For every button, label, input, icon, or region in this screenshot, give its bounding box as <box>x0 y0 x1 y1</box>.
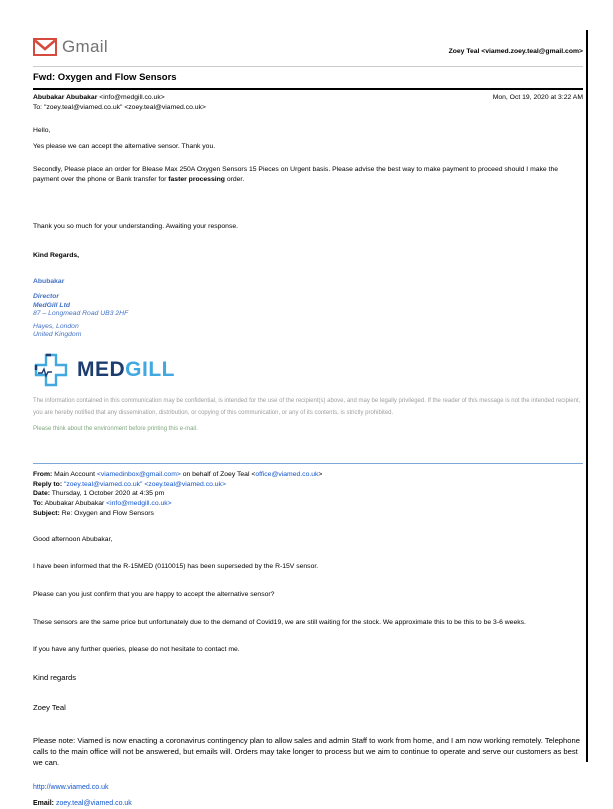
quoted-footer <box>33 672 583 809</box>
quoted-to-line <box>33 499 583 509</box>
sender-info-row <box>33 93 583 113</box>
paragraph-text: order. <box>224 175 245 183</box>
recipient-line: To: "zoey.teal@viamed.co.uk" <zoey.teal@viamed.co.uk> <box>33 104 206 112</box>
quoted-subject-value: Re: Oxygen and Flow Sensors <box>59 510 154 518</box>
signature-location <box>33 323 583 339</box>
gmail-logo <box>33 37 108 57</box>
signature-name: Abubakar <box>33 278 65 286</box>
quoted-divider <box>33 463 583 464</box>
logo-med-text: MED <box>77 357 126 381</box>
quoted-body <box>33 535 583 655</box>
footer-email-link[interactable]: zoey.teal@viamed.co.uk <box>55 799 132 807</box>
quoted-sender-name: Zoey Teal <box>33 702 66 712</box>
paragraph <box>33 165 585 184</box>
covid-notice: Please note: Viamed is now enacting a coronavirus contingency plan to allow sales and admin Staff to work from home, and I am now working remotely. Telephone calls to the main office will not be answered, but emails will. Orders may take longer to process but we aim to continue to operate and serve our customers as best we can. <box>33 735 580 767</box>
quoted-paragraph: I have been informed that the R-15MED (0110015) has been superseded by the R-15V sensor. <box>33 563 319 571</box>
signature-address2: Hayes, London <box>33 322 79 330</box>
paragraph-bold-text: faster processing <box>168 175 225 183</box>
signature-block <box>33 278 583 338</box>
signature-title: Director <box>33 293 60 301</box>
gmail-logo-text: Gmail <box>62 37 108 56</box>
quoted-replyto-line <box>33 480 583 490</box>
signature-role-address <box>33 293 583 317</box>
quoted-to-name: Abubakar Abubakar <box>43 500 107 508</box>
paragraph: Thank you so much for your understanding. Awaiting your response. <box>33 223 239 231</box>
quoted-from-mid: on behalf of Zoey Teal < <box>180 470 256 478</box>
quoted-subject-line <box>33 509 583 519</box>
page-edge-line <box>586 30 588 762</box>
account-email: Zoey Teal <viamed.zoey.teal@gmail.com> <box>448 48 583 55</box>
from-label: From: <box>33 470 53 478</box>
replyto-label: Reply to: <box>33 480 63 488</box>
environment-note: Please think about the environment before printing this e-mail. <box>33 425 198 432</box>
quoted-closing: Kind regards <box>33 672 77 682</box>
divider-thin <box>33 66 583 67</box>
gmail-m-icon <box>33 38 57 56</box>
confidentiality-disclaimer: The information contained in this communication may be confidential, is intended for the use of the recipient(s) above, and may be legally privileged. If the reader of this message is not the intended recipient, you are hereby notified that any dissemination, distribution, or copying of this communication, or any of its contents, is strictly prohibited. <box>33 397 581 417</box>
medgill-logo-text <box>77 358 175 382</box>
quoted-header <box>33 470 583 519</box>
sender-name: Abubakar Abubakar <box>33 94 98 101</box>
subject-label: Subject: <box>33 510 60 518</box>
message-body <box>33 126 583 260</box>
quoted-date-line <box>33 489 583 499</box>
sender-block <box>33 93 206 113</box>
quoted-date-value: Thursday, 1 October 2020 at 4:35 pm <box>50 490 165 498</box>
footer-email-line <box>33 799 583 809</box>
email-date: Mon, Oct 19, 2020 at 3:22 AM <box>492 94 583 101</box>
quoted-paragraph: If you have any further queries, please do not hesitate to contact me. <box>33 646 240 654</box>
quoted-from-line <box>33 470 583 480</box>
quoted-greeting: Good afternoon Abubakar, <box>33 535 113 543</box>
signature-company: MedGill Ltd <box>33 301 71 309</box>
from-email2-link[interactable]: office@viamed.co.uk <box>255 470 319 478</box>
quoted-from-name: Main Account <box>52 470 97 478</box>
signature-address3: United Kingdom <box>33 330 82 338</box>
closing: Kind Regards, <box>33 251 80 259</box>
logo-gill-text: GILL <box>125 357 175 381</box>
sender-address: <info@medgill.co.uk> <box>97 94 165 101</box>
medgill-logo <box>33 352 583 388</box>
signature-address1: 87 – Longmead Road UB3 2HF <box>33 309 129 317</box>
paragraph-text: Secondly, Please place an order for Blease Max 250A Oxygen Sensors 15 Pieces on Urgent basis. Please advise the best way to make payment to proceed should I make the payment over the phone or Bank transfer for <box>33 166 559 183</box>
divider-thick <box>33 88 583 90</box>
quoted-from-end: > <box>318 470 323 478</box>
greeting: Hello, <box>33 127 51 135</box>
from-email-link[interactable]: <viamedinbox@gmail.com> <box>96 470 181 478</box>
quoted-paragraph: Please can you just confirm that you are happy to accept the alternative sensor? <box>33 591 275 598</box>
to-email-link[interactable]: <info@medgill.co.uk> <box>106 500 172 508</box>
paragraph: Yes please we can accept the alternative sensor. Thank you. <box>33 142 216 150</box>
date-label: Date: <box>33 490 50 498</box>
replyto-email2-link[interactable]: <zoey.teal@viamed.co.uk> <box>142 480 226 488</box>
print-header <box>33 37 583 57</box>
quoted-paragraph: These sensors are the same price but unfortunately due to the demand of Covid19, we are still waiting for the stock. We approximate this to be this to be 3-6 weeks. <box>33 618 526 626</box>
email-subject: Fwd: Oxygen and Flow Sensors <box>33 72 177 83</box>
to-label: To: <box>33 500 44 508</box>
email-label: Email: <box>33 799 56 807</box>
website-link[interactable]: http://www.viamed.co.uk <box>33 783 109 791</box>
medgill-cross-icon <box>33 352 69 388</box>
replyto-email-link[interactable]: "zoey.teal@viamed.co.uk" <box>62 480 143 488</box>
